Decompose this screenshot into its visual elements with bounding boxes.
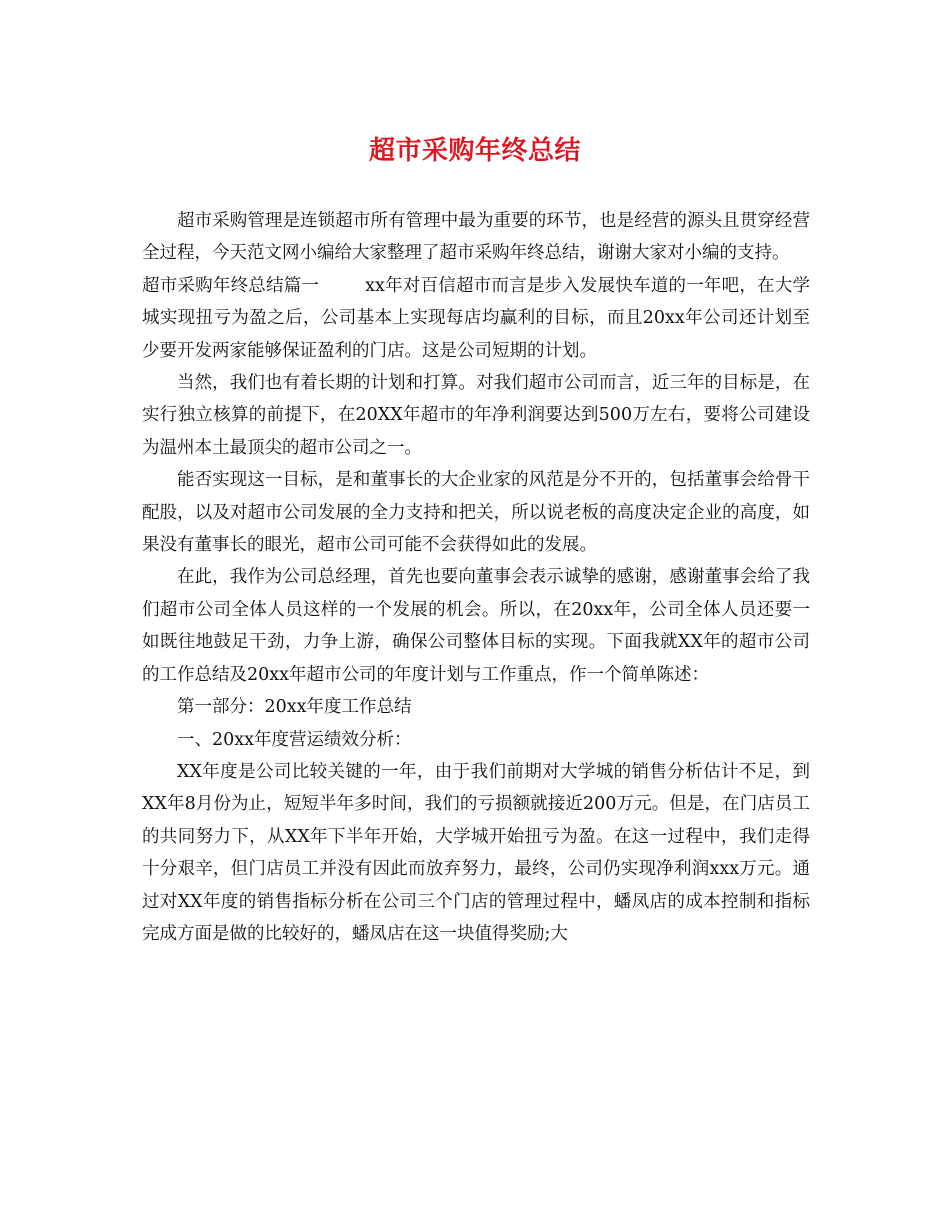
subsection-heading: 一、20xx年度营运绩效分析： — [177, 729, 412, 750]
body-paragraph: 在此，我作为公司总经理，首先也要向董事会表示诚挚的感谢，感谢董事会给了我们超市公司全体人员这样的一个发展的机会。所以，在20xx年，公司全体人员还要一如既往地鼓足干劲，力争上游，确保公司整体目标的实现。下面我就XX年的超市公司的工作总结及20xx年超市公司的年度计划与工作重点，作一个简单陈述： — [142, 567, 810, 685]
document-title: 超市采购年终总结 — [368, 136, 581, 166]
body-paragraph: 能否实现这一目标，是和董事长的大企业家的风范是分不开的，包括董事会给骨干配股，以及对超市公司发展的全力支持和把关，所以说老板的高度决定企业的高度，如果没有董事长的眼光，超市公司可能不会获得如此的发展。 — [142, 470, 810, 556]
intro-paragraph: 超市采购管理是连锁超市所有管理中最为重要的环节，也是经营的源头且贯穿经营全过程，今天范文网小编给大家整理了超市采购年终总结，谢谢大家对小编的支持。 — [142, 211, 810, 264]
section-heading: 超市采购年终总结篇一 — [142, 275, 320, 296]
document-body — [142, 205, 810, 950]
part-heading: 第一部分：20xx年度工作总结 — [177, 697, 412, 718]
body-paragraph: 当然，我们也有着长期的计划和打算。对我们超市公司而言，近三年的目标是，在实行独立核算的前提下，在20XX年超市的年净利润要达到500万左右，要将公司建设为温州本土最顶尖的超市公司之一。 — [142, 373, 810, 458]
section-text: xx年对百信超市而言是步入发展快车道的一年吧，在大学城实现扭亏为盈之后，公司基本上实现每店均赢利的目标，而且20xx年公司还计划至少要开发两家能够保证盈利的门店。这是公司短期的计划。 — [142, 275, 810, 361]
body-paragraph: XX年度是公司比较关键的一年，由于我们前期对大学城的销售分析估计不足，到XX年8月份为止，短短半年多时间，我们的亏损额就接近200万元。但是，在门店员工的共同努力下，从XX年下半年开始，大学城开始扭亏为盈。在这一过程中，我们走得十分艰辛，但门店员工并没有因此而放弃努力，最终，公司仍实现净利润xxx万元。通过对XX年度的销售指标分析在公司三个门店的管理过程中，蟠凤店的成本控制和指标完成方面是做的比较好的，蟠凤店在这一块值得奖励;大 — [142, 761, 810, 944]
section-paragraph — [142, 270, 810, 367]
